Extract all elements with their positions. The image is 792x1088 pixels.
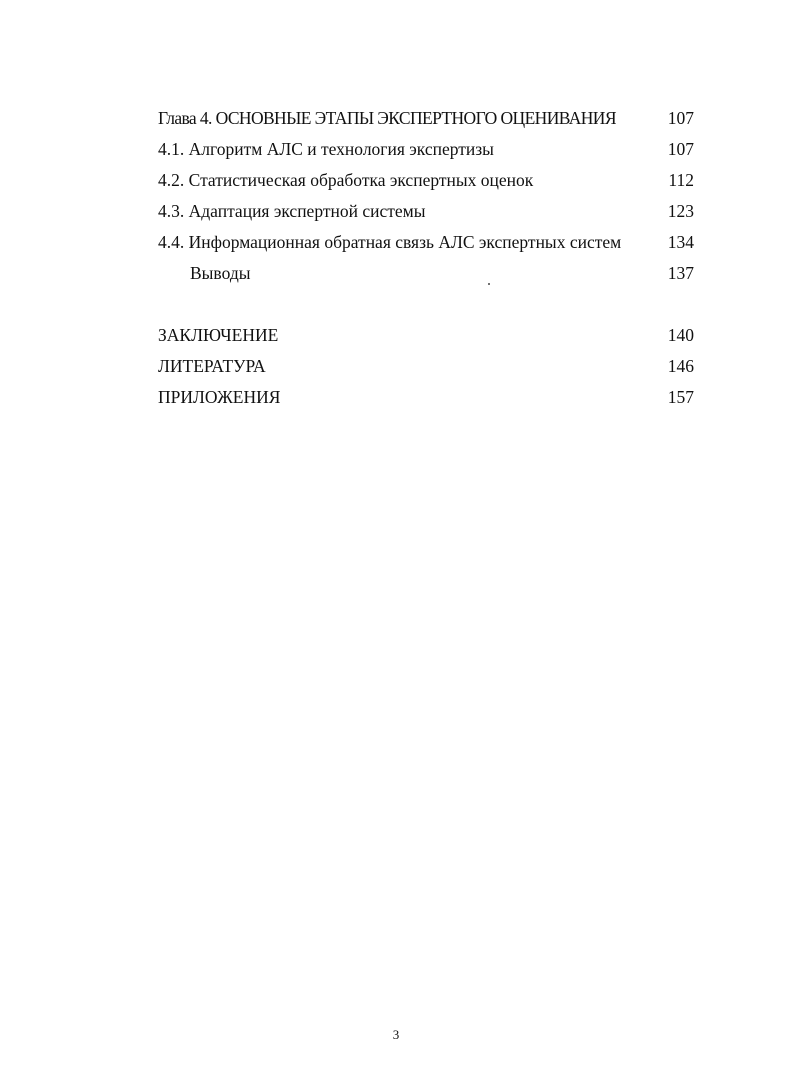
scan-speck <box>488 283 490 285</box>
section-gap <box>158 292 696 323</box>
toc-entry-4-1 <box>158 137 696 168</box>
toc-entry-conclusions <box>158 261 696 292</box>
toc-entry-literature <box>158 354 696 385</box>
toc-entry-page: 146 <box>667 356 694 376</box>
toc-entry-label: ЗАКЛЮЧЕНИЕ <box>158 325 279 345</box>
toc-entry-4-2 <box>158 168 696 199</box>
toc-entry-label: Выводы <box>190 263 251 283</box>
toc-entry-page: 123 <box>667 201 694 221</box>
table-of-contents <box>158 106 696 416</box>
toc-entry-page: 137 <box>667 263 694 283</box>
toc-entry-label: Глава 4. ОСНОВНЫЕ ЭТАПЫ ЭКСПЕРТНОГО ОЦЕНИВАНИЯ <box>158 108 616 128</box>
toc-entry-page: 107 <box>667 108 694 128</box>
toc-entry-page: 107 <box>667 139 694 159</box>
toc-entry-page: 112 <box>668 170 694 190</box>
toc-entry-4-3 <box>158 199 696 230</box>
toc-entry-label: 4.1. Алгоритм АЛС и технология экспертизы <box>158 139 494 159</box>
page-number: 3 <box>392 1027 400 1042</box>
toc-entry-label: ПРИЛОЖЕНИЯ <box>158 387 281 407</box>
toc-entry-page: 140 <box>667 325 694 345</box>
toc-entry-conclusion <box>158 323 696 354</box>
toc-entry-label: 4.3. Адаптация экспертной системы <box>158 201 426 221</box>
toc-entry-label: ЛИТЕРАТУРА <box>158 356 266 376</box>
toc-entry-4-4 <box>158 230 696 261</box>
toc-entry-label: 4.4. Информационная обратная связь АЛС экспертных систем <box>158 232 622 252</box>
toc-entry-page: 157 <box>667 387 694 407</box>
toc-entry-appendices <box>158 385 696 416</box>
toc-entry-page: 134 <box>667 232 694 252</box>
toc-entry-label: 4.2. Статистическая обработка экспертных оценок <box>158 170 534 190</box>
toc-entry-chapter-4 <box>158 106 696 137</box>
